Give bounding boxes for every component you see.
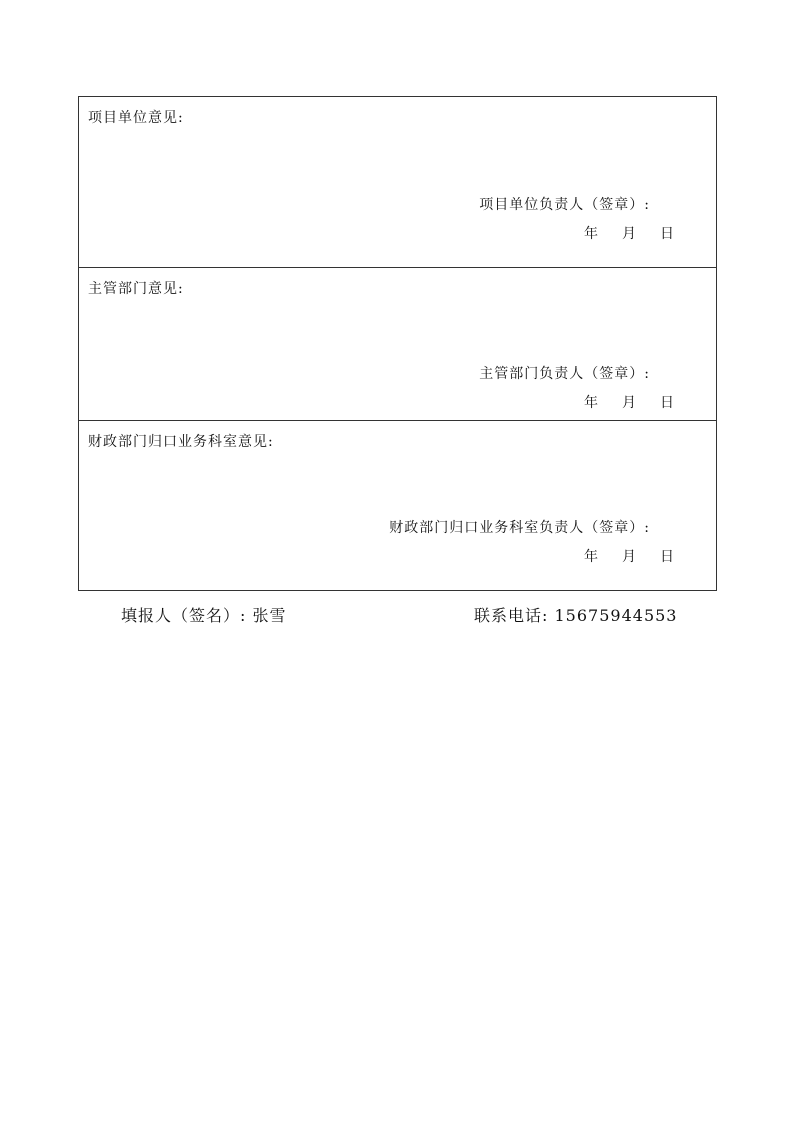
filler-label: 填报人（签名）: <box>121 606 247 625</box>
supervising-dept-signer-label: 主管部门负责人（签章）: <box>479 366 650 382</box>
contact-label: 联系电话: <box>474 606 549 625</box>
finance-dept-opinion-label: 财政部门归口业务科室意见: <box>88 434 274 450</box>
opinion-form-table <box>78 96 717 591</box>
project-unit-opinion-label: 项目单位意见: <box>88 110 184 126</box>
project-unit-signer-label: 项目单位负责人（签章）: <box>479 197 650 213</box>
date-month-label: 月 <box>622 549 636 565</box>
filler-signature-line <box>121 603 287 626</box>
date-year-label: 年 <box>584 226 598 242</box>
date-year-label: 年 <box>584 395 598 411</box>
date-year-label: 年 <box>584 549 598 565</box>
supervising-dept-opinion-section <box>79 268 716 421</box>
date-month-label: 月 <box>622 395 636 411</box>
contact-phone-value: 15675944553 <box>554 606 678 625</box>
date-day-label: 日 <box>660 395 674 411</box>
supervising-dept-opinion-label: 主管部门意见: <box>88 281 184 297</box>
date-day-label: 日 <box>660 226 674 242</box>
date-day-label: 日 <box>660 549 674 565</box>
finance-dept-signer-label: 财政部门归口业务科室负责人（签章）: <box>389 520 650 536</box>
finance-dept-opinion-section <box>79 421 716 590</box>
finance-dept-date-row <box>584 546 674 566</box>
project-unit-opinion-section <box>79 97 716 268</box>
filler-name: 张雪 <box>252 606 287 625</box>
contact-phone-line <box>474 603 677 626</box>
project-unit-date-row <box>584 223 674 243</box>
date-month-label: 月 <box>622 226 636 242</box>
supervising-dept-date-row <box>584 392 674 412</box>
